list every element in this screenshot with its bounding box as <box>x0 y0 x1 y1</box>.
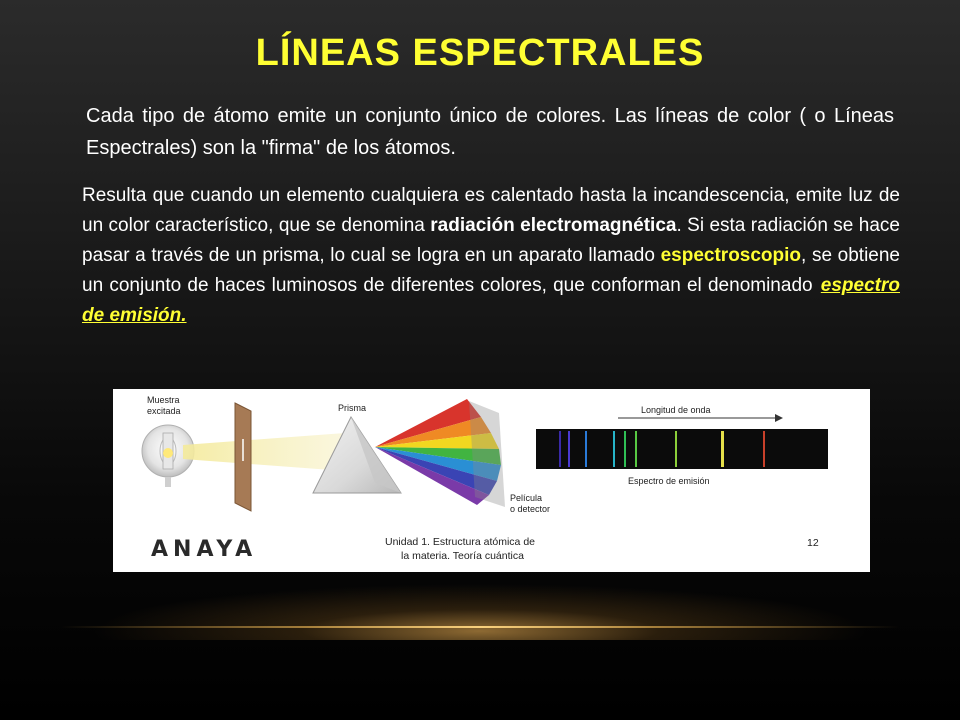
bottom-glow-line <box>60 626 900 628</box>
unit-title-line-1: Unidad 1. Estructura atómica de <box>385 536 535 548</box>
publisher-logo: ANAYA <box>151 537 258 562</box>
slit-plate <box>235 403 251 511</box>
spectral-line <box>559 431 561 467</box>
term-emission-spectrum: espectro de emisión. <box>82 275 900 326</box>
body-text-1: Resulta que cuando un elemento cualquiera es calentado hasta la incandescencia, emite luz de un color característico, que se denomina <box>82 185 900 236</box>
body-text-3: , se obtiene un conjunto de haces luminosos de diferentes colores, que conforman el denominado <box>82 245 900 296</box>
page-number: 12 <box>807 537 819 549</box>
spectroscope-figure <box>113 389 870 572</box>
bottom-glow <box>60 580 900 640</box>
body-text-2: . Si esta radiación se hace pasar a través de un prisma, lo cual se logra en un aparato llamado <box>82 215 900 266</box>
term-electromagnetic-radiation: radiación electromagnética <box>430 215 677 236</box>
spectral-line <box>624 431 626 467</box>
spectral-line <box>585 431 587 467</box>
spectral-line <box>721 431 724 467</box>
body-paragraph <box>82 181 900 331</box>
wavelength-arrow-icon <box>618 414 783 422</box>
emission-spectrum-strip <box>536 429 828 469</box>
intro-paragraph: Cada tipo de átomo emite un conjunto único de colores. Las líneas de color ( o Líneas Espectrales) son la "firma" de los átomos. <box>86 105 894 159</box>
unit-title-line-2: la materia. Teoría cuántica <box>401 550 524 562</box>
spectral-line <box>613 431 615 467</box>
spectral-line <box>763 431 765 467</box>
spectral-line <box>675 431 677 467</box>
film-label-1: Película <box>510 493 543 503</box>
prism-label: Prisma <box>338 403 367 413</box>
slide-title: LÍNEAS ESPECTRALES <box>255 32 705 74</box>
film-label-2: o detector <box>510 504 551 514</box>
spectroscope-diagram <box>113 389 870 572</box>
term-spectroscope: espectroscopio <box>660 245 802 266</box>
wavelength-label: Longitud de onda <box>641 405 711 415</box>
spectral-line <box>568 431 570 467</box>
spectral-line <box>635 431 637 467</box>
light-beam <box>183 433 345 471</box>
sample-label-2: excitada <box>147 406 181 416</box>
sample-label-1: Muestra <box>147 395 180 405</box>
spectrum-label: Espectro de emisión <box>628 476 710 486</box>
